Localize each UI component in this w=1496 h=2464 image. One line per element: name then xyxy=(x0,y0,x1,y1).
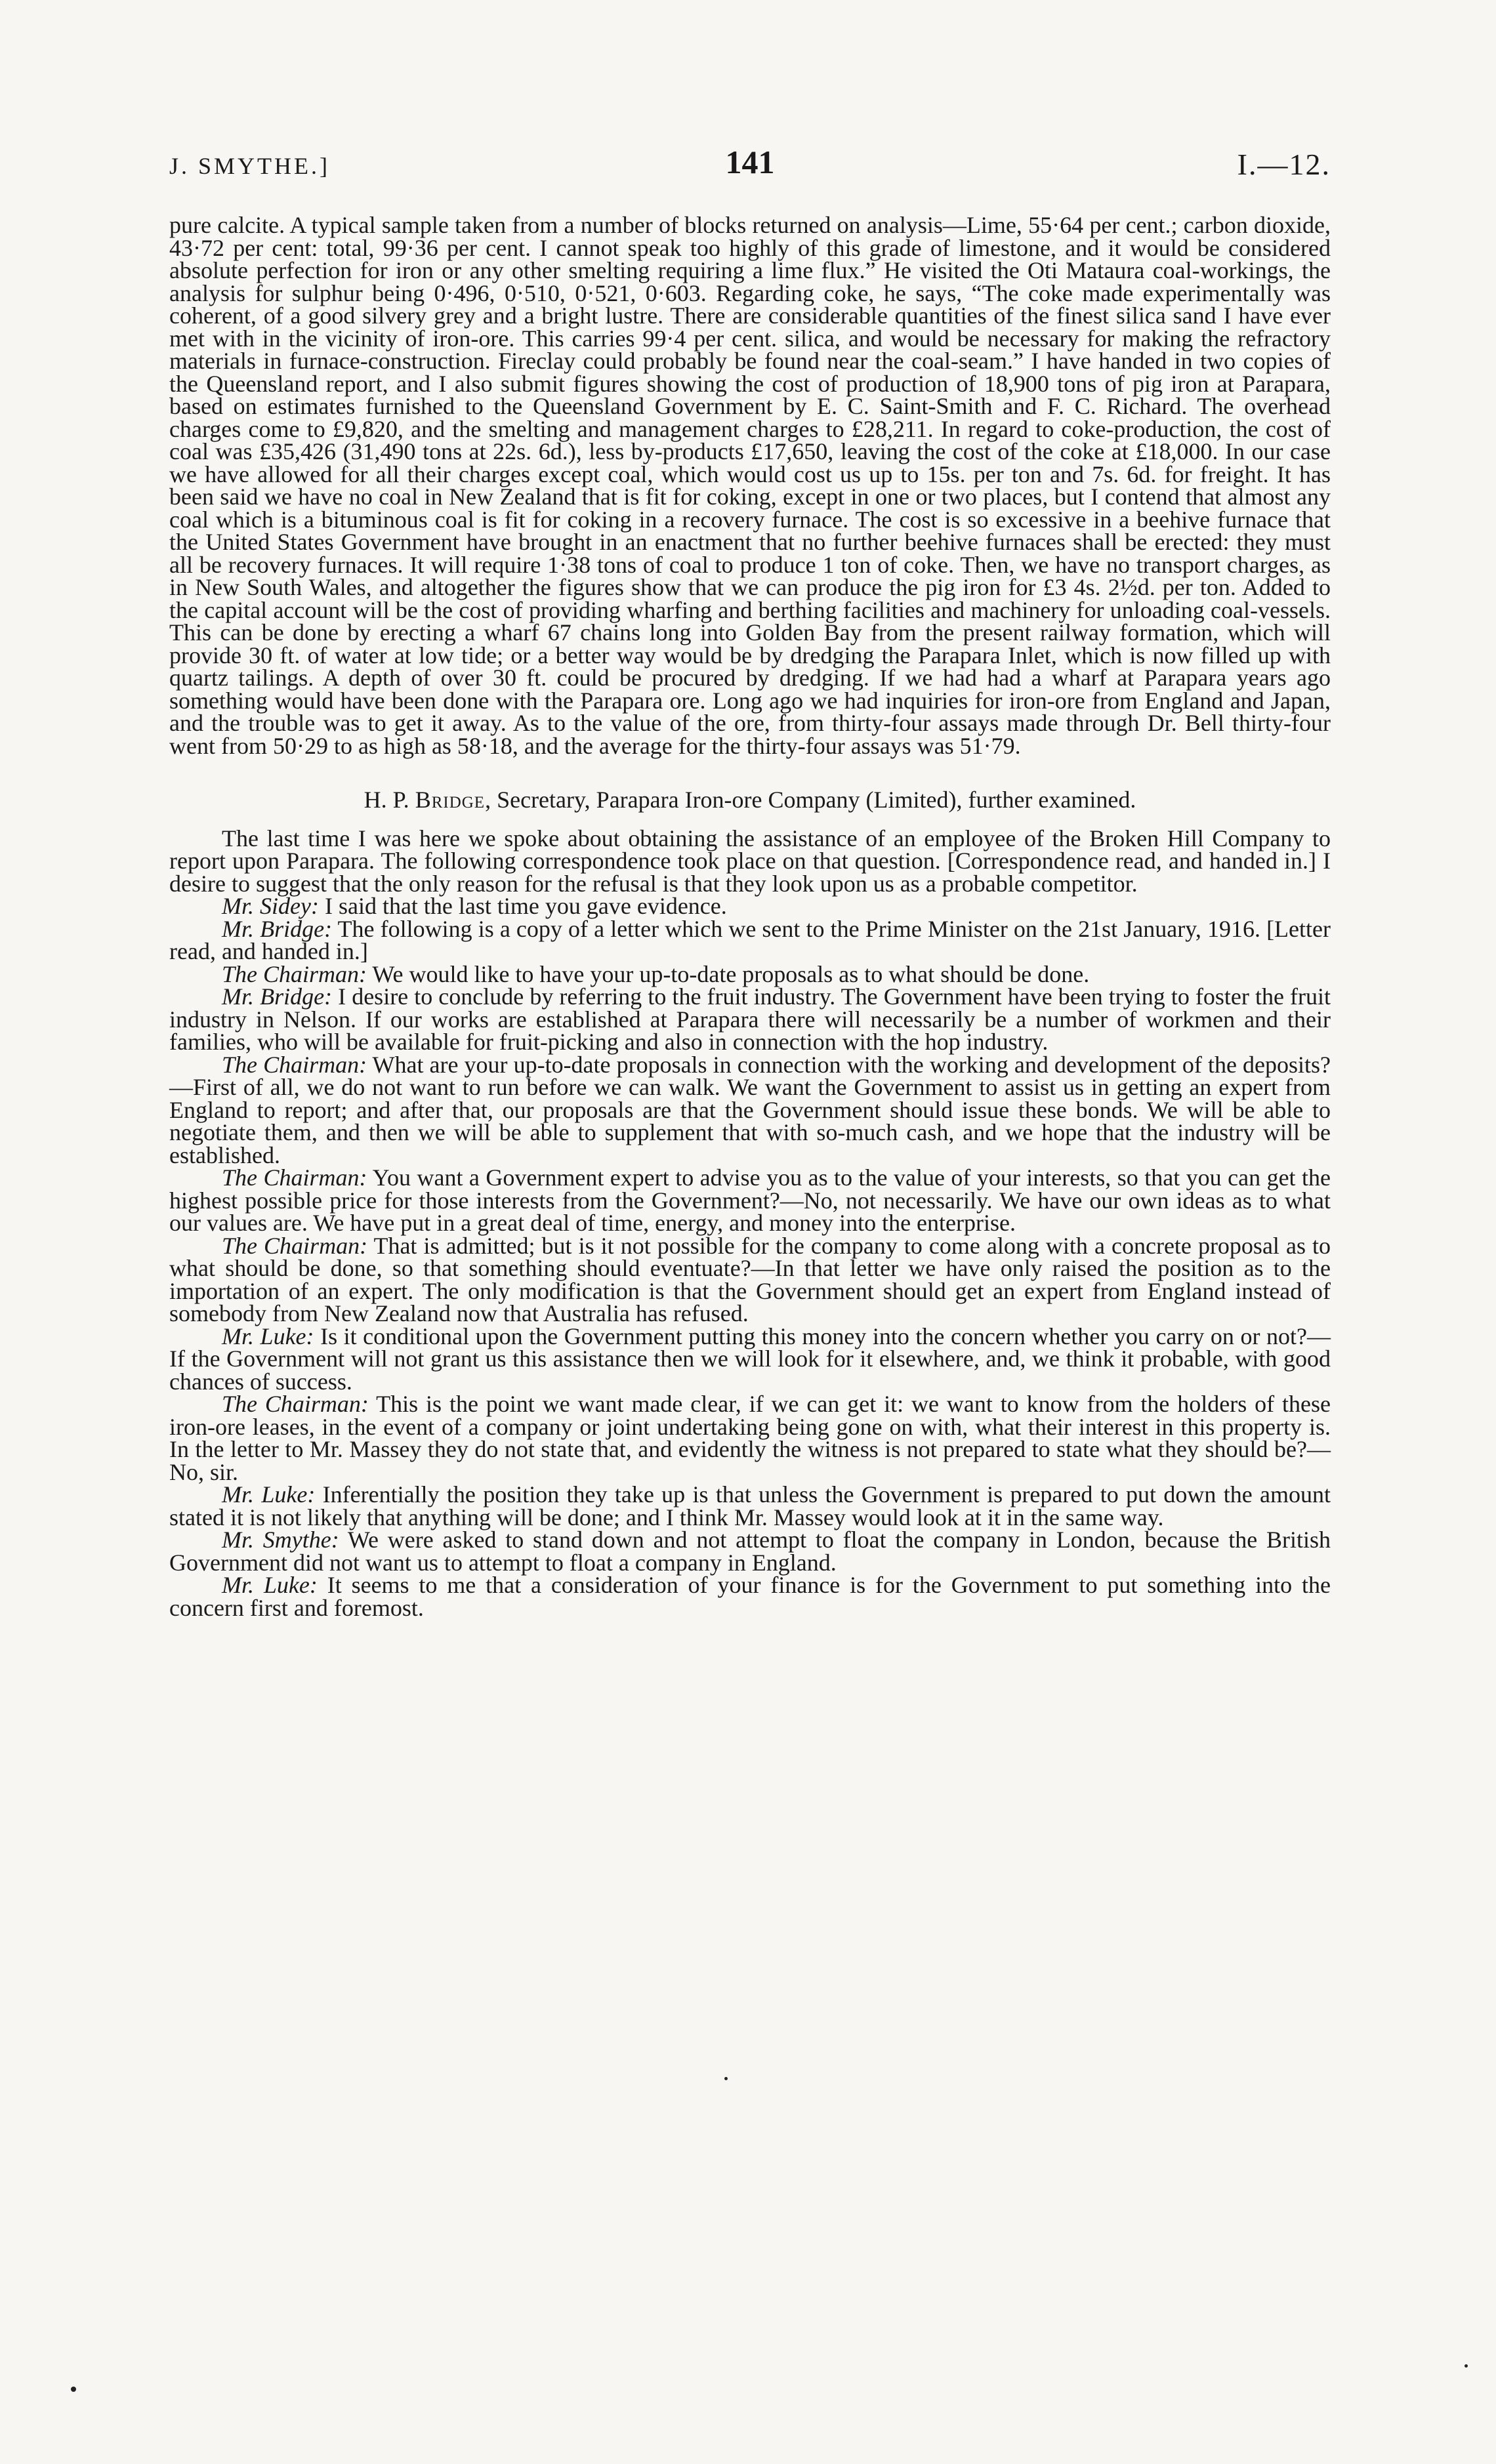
exchange-paragraph xyxy=(169,895,1331,918)
speaker-label: The Chairman: xyxy=(222,960,367,987)
exchange-paragraph xyxy=(169,1529,1331,1574)
exchange-paragraph xyxy=(169,1232,1331,1326)
scan-speck xyxy=(1465,2364,1468,2368)
exchange-text: I desire to conclude by referring to the fruit industry. The Government have been trying to foster the fruit industry in Nelson. If our works are established at Parapara there will necessarily be a number of workmen and their families, who will be available for fruit-picking and also in connection with the hop industry. xyxy=(169,983,1331,1055)
exchange-text: You want a Government expert to advise you as to the value of your interests, so that you can get the highest possible price for those interests from the Government?—No, not necessarily. We have our own ideas as to what our values are. We have put in a great deal of time, energy, and money into the enterprise. xyxy=(169,1164,1331,1236)
exchange-paragraph xyxy=(169,1393,1331,1483)
speaker-label: Mr. Bridge: xyxy=(222,915,333,942)
scan-speck xyxy=(724,2077,728,2080)
exchange-paragraph xyxy=(169,1325,1331,1393)
exchange-text: We were asked to stand down and not attempt to float the company in London, because the British Government did not want us to attempt to float a company in England. xyxy=(169,1527,1331,1576)
exchange-text: The following is a copy of a letter which we sent to the Prime Minister on the 21st January, 1916. [Letter read, and handed in.] xyxy=(169,915,1331,964)
speaker-label: Mr. Luke: xyxy=(222,1323,314,1349)
exchange-text: What are your up-to-date proposals in connection with the working and development of the deposits?—First of all, we do not want to run before we can walk. We want the Government to assist us in getting an expert from England to report; and after that, our proposals are that the Government should issue these bonds. We will be able to negotiate them, and then we will be able to supplement that with so-much cash, and we hope that the industry will be established. xyxy=(169,1051,1331,1168)
speaker-label: Mr. Luke: xyxy=(222,1481,316,1508)
exchange-text: Is it conditional upon the Government putting this money into the concern whether you carry on or not?—If the Government will not grant us this assistance then we will look for it elsewhere, and, we think it probable, with good chances of success. xyxy=(169,1323,1331,1395)
page-header xyxy=(169,143,1331,195)
header-left: J. SMYTHE.] xyxy=(169,153,331,179)
speaker-label: Mr. Luke: xyxy=(222,1572,318,1598)
exchange-text: I said that the last time you gave evidence. xyxy=(318,893,727,919)
witness-initials: H. P. xyxy=(364,787,409,813)
header-right: I.—12. xyxy=(1237,148,1331,181)
speaker-label: Mr. Smythe: xyxy=(222,1527,339,1553)
exchange-text: That is admitted; but is it not possible for the company to come along with a concrete proposal as to what should be done, so that something should eventuate?—In that letter we have only raised the position as to the importation of an expert. The only modification is that the Government should get an expert from England instead of somebody from New Zealand now that Australia has refused. xyxy=(169,1232,1331,1326)
exchange-text: Inferentially the position they take up is that unless the Government is prepared to put down the amount stated it is not likely that anything will be done; and I think Mr. Massey would look at it in the same way. xyxy=(169,1481,1331,1530)
exchange-paragraph xyxy=(169,1574,1331,1619)
page-body xyxy=(169,214,1331,1619)
section-heading xyxy=(169,789,1331,811)
exchange-paragraph xyxy=(169,960,1331,987)
speaker-label: Mr. Sidey: xyxy=(222,893,319,919)
bridge-intro-paragraph: The last time I was here we spoke about obtaining the assistance of an employee of the Broken Hill Company to report upon Parapara. The following correspondence took place on that question. [Correspondence read, and handed in.] I desire to suggest that the only reason for the refusal is that they look upon us as a probable competitor. xyxy=(169,825,1331,897)
scan-speck xyxy=(71,2387,76,2392)
speaker-label: Mr. Bridge: xyxy=(222,983,333,1010)
speaker-label: The Chairman: xyxy=(222,1051,367,1078)
speaker-label: The Chairman: xyxy=(222,1232,368,1259)
witness-surname: Bridge xyxy=(415,787,486,813)
exchange-paragraph xyxy=(169,985,1331,1054)
opening-paragraph: pure calcite. A typical sample taken from a number of blocks returned on analysis—Lime, 55·64 per cent.; carbon dioxide, 43·72 per cent: total, 99·36 per cent. I cannot speak too highly of this grade of limestone, and it would be considered absolute perfection for iron or any other smelting requiring a lime flux.” He visited the Oti Mataura coal-workings, the analysis for sulphur being 0·496, 0·510, 0·521, 0·603. Regarding coke, he says, “The coke made experimentally was coherent, of a good silvery grey and a bright lustre. There are considerable quantities of the finest silica sand I have ever met with in the vicinity of iron-ore. This carries 99·4 per cent. silica, and would be necessary for making the refractory materials in furnace-construction. Fireclay could probably be found near the coal-seam.” I have handed in two copies of the Queensland report, and I also submit figures showing the cost of production of 18,900 tons of pig iron at Parapara, based on estimates furnished to the Queensland Government by E. C. Saint-Smith and F. C. Richard. The overhead charges come to £9,820, and the smelting and management charges to £28,211. In regard to coke-production, the cost of coal was £35,426 (31,490 tons at 22s. 6d.), less by-products £17,650, leaving the cost of the coke at £18,000. In our case we have allowed for all their charges except coal, which would cost us up to 15s. per ton and 7s. 6d. for freight. It has been said we have no coal in New Zealand that is fit for coking, except in one or two places, but I contend that almost any coal which is a bituminous coal is fit for coking in a recovery furnace. The cost is so excessive in a beehive furnace that the United States Government have brought in an enactment that no further beehive furnaces shall be erected: they must all be recovery furnaces. It will require 1·38 tons of coal to produce 1 ton of coke. Then, we have no transport charges, as in New South Wales, and altogether the figures show that we can produce the pig iron for £3 4s. 2½d. per ton. Added to the capital account will be the cost of providing wharfing and berthing facilities and machinery for unloading coal-vessels. This can be done by erecting a wharf 67 chains long into Golden Bay from the present railway formation, which will provide 30 ft. of water at low tide; or a better way would be by dredging the Parapara Inlet, which is now filled up with quartz tailings. A depth of over 30 ft. could be procured by dredging. If we had had a wharf at Parapara years ago something would have been done with the Parapara ore. Long ago we had inquiries for iron-ore from England and Japan, and the trouble was to get it away. As to the value of the ore, from thirty-four assays made through Dr. Bell thirty-four went from 50·29 to as high as 58·18, and the average for the thirty-four assays was 51·79. xyxy=(169,212,1331,759)
exchange-paragraph xyxy=(169,1051,1331,1168)
page-number: 141 xyxy=(725,144,775,180)
exchange-text: It seems to me that a consideration of your finance is for the Government to put something into the concern first and foremost. xyxy=(169,1572,1331,1621)
exchange-text: We would like to have your up-to-date proposals as to what should be done. xyxy=(367,960,1090,987)
exchange-text: This is the point we want made clear, if we can get it: we want to know from the holders of these iron-ore leases, in the event of a company or joint undertaking being gone on with, what their interest in this property is. In the letter to Mr. Massey they do not state that, and evidently the witness is not prepared to state what they should be?—No, sir. xyxy=(169,1391,1331,1485)
exchange-paragraph xyxy=(169,1483,1331,1529)
speaker-label: The Chairman: xyxy=(222,1164,367,1191)
speaker-label: The Chairman: xyxy=(222,1391,369,1417)
witness-description: , Secretary, Parapara Iron-ore Company (Limited), further examined. xyxy=(485,787,1136,813)
exchange-paragraph xyxy=(169,915,1331,964)
exchange-paragraph xyxy=(169,1166,1331,1235)
